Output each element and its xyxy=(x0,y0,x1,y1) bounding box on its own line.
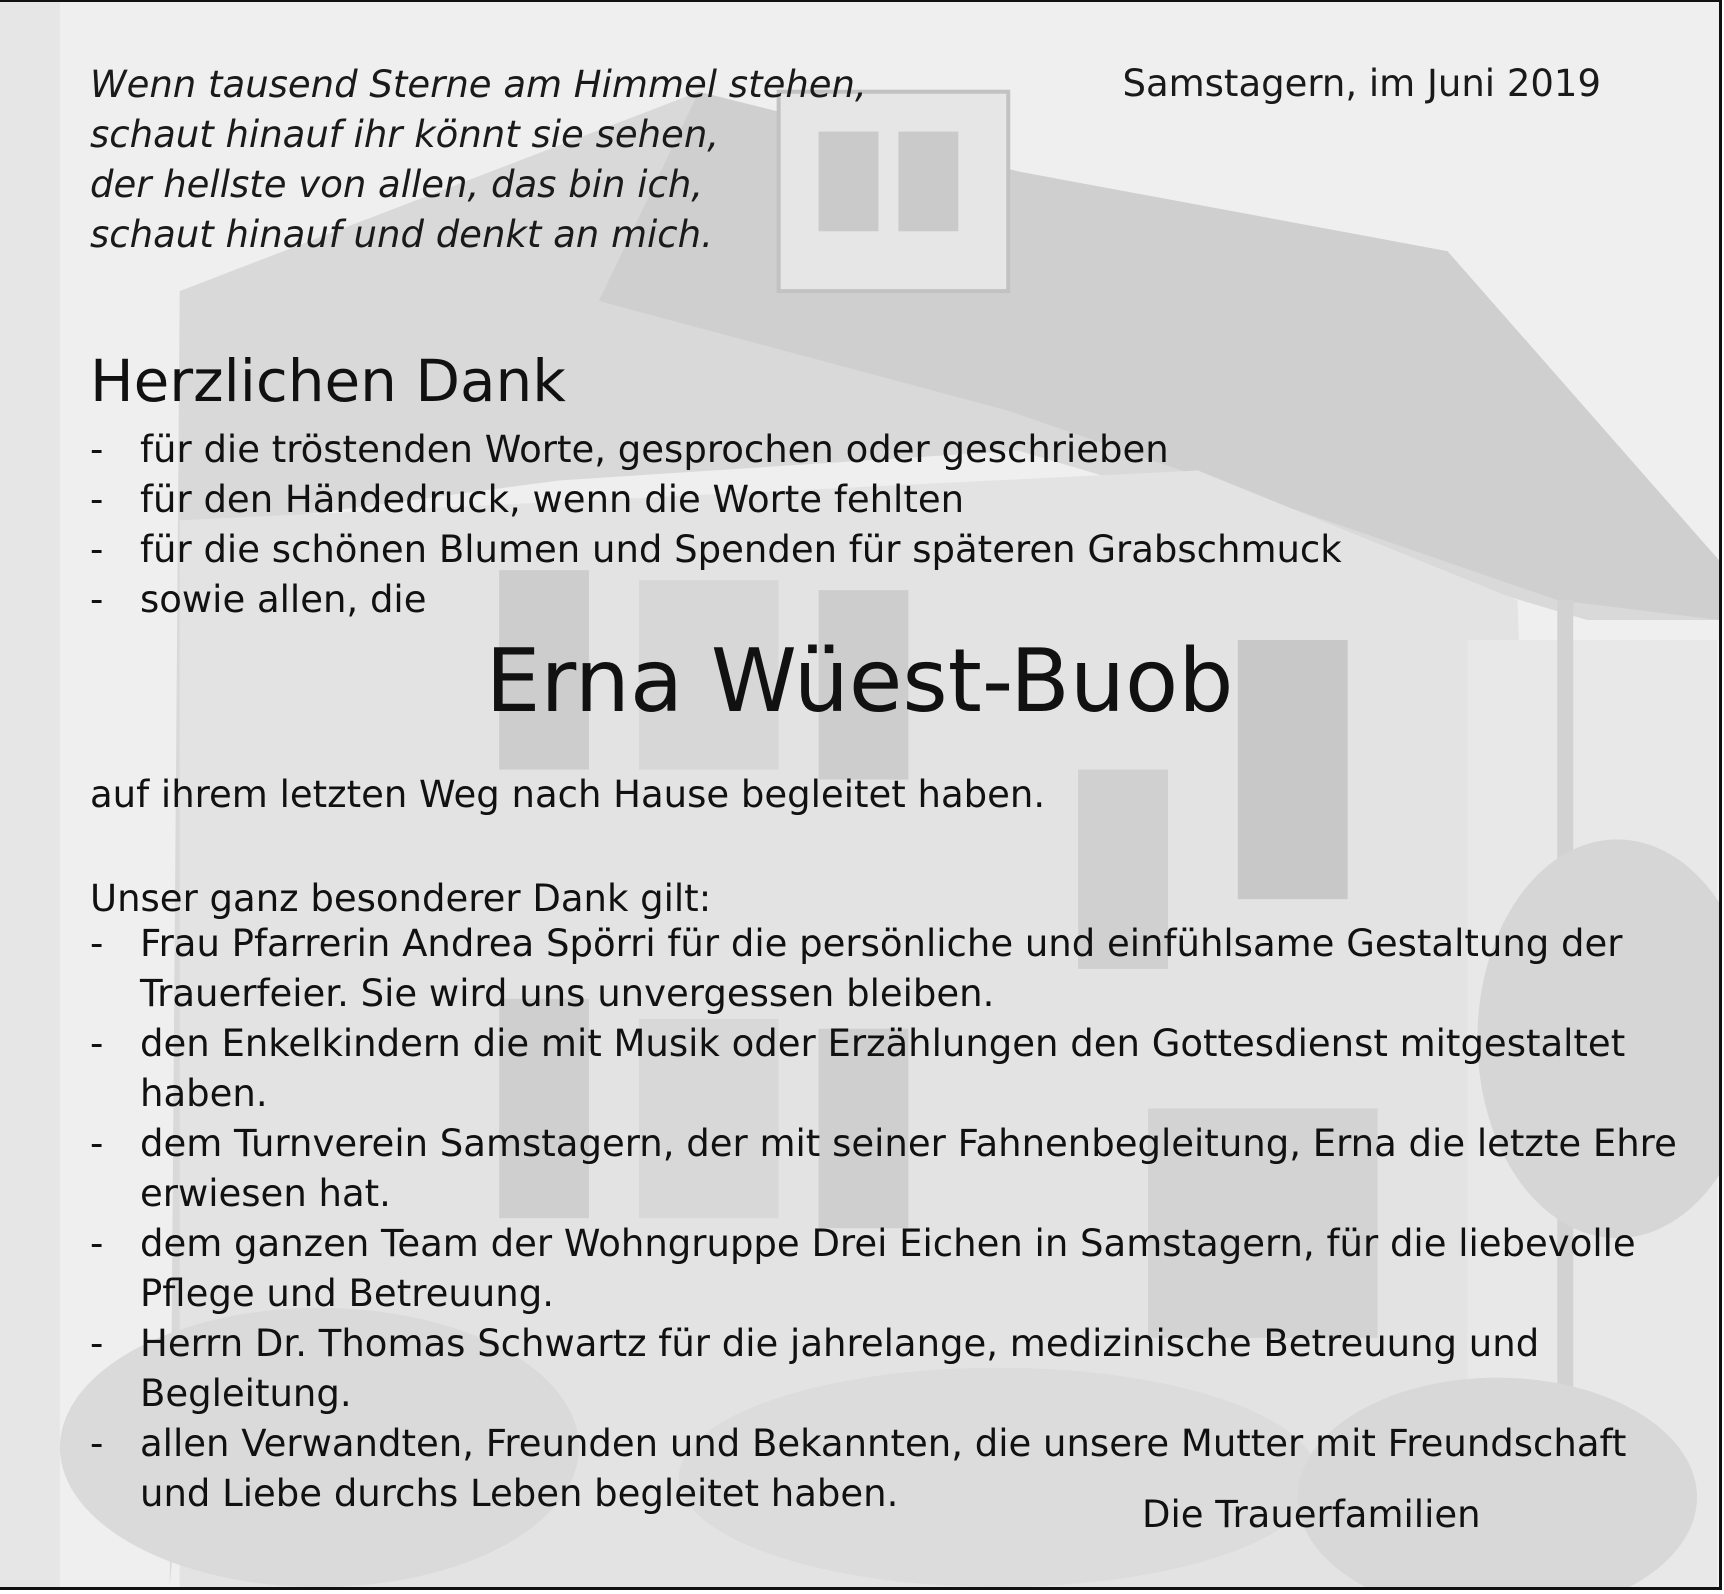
list-item-text: für die schönen Blumen und Spenden für späteren Grabschmuck xyxy=(140,528,1342,571)
list-item xyxy=(90,575,1342,625)
heading: Herzlichen Dank xyxy=(90,347,566,415)
list-item-text: allen Verwandten, Freunden und Bekannten, die unsere Mutter mit Freundschaft und Liebe durchs Leben begleitet haben. xyxy=(140,1422,1627,1515)
dash: - xyxy=(90,1022,104,1065)
list-item xyxy=(90,1019,1690,1119)
dash: - xyxy=(90,428,104,471)
list-item xyxy=(90,1119,1690,1219)
dash: - xyxy=(90,478,104,521)
dash: - xyxy=(90,1322,104,1365)
dash: - xyxy=(90,1122,104,1165)
dash: - xyxy=(90,528,104,571)
place-date: Samstagern, im Juni 2019 xyxy=(1122,62,1601,105)
list-item-text: für die tröstenden Worte, gesprochen oder geschrieben xyxy=(140,428,1169,471)
poem xyxy=(90,60,867,260)
deceased-name: Erna Wüest-Buob xyxy=(485,630,1234,732)
list-item-text: Herrn Dr. Thomas Schwartz für die jahrelange, medizinische Betreuung und Begleitung. xyxy=(140,1322,1540,1415)
special-thanks-intro: Unser ganz besonderer Dank gilt: xyxy=(90,877,712,920)
signature: Die Trauerfamilien xyxy=(1142,1493,1481,1536)
thanks-list xyxy=(90,425,1342,625)
list-item xyxy=(90,525,1342,575)
poem-line: der hellste von allen, das bin ich, xyxy=(90,163,704,206)
dash: - xyxy=(90,1422,104,1465)
list-item-text: den Enkelkindern die mit Musik oder Erzählungen den Gottesdienst mitgestaltet haben. xyxy=(140,1022,1626,1115)
list-item-text: dem Turnverein Samstagern, der mit seiner Fahnenbegleitung, Erna die letzte Ehre erwiesen hat. xyxy=(140,1122,1677,1215)
list-item-text: dem ganzen Team der Wohngruppe Drei Eichen in Samstagern, für die liebevolle Pflege und Betreuung. xyxy=(140,1222,1636,1315)
list-item xyxy=(90,475,1342,525)
dash: - xyxy=(90,1222,104,1265)
special-thanks-list xyxy=(90,919,1690,1519)
list-item xyxy=(90,1319,1690,1419)
poem-line: schaut hinauf ihr könnt sie sehen, xyxy=(90,113,720,156)
after-name-text: auf ihrem letzten Weg nach Hause begleitet haben. xyxy=(90,773,1046,816)
list-item-text: für den Händedruck, wenn die Worte fehlten xyxy=(140,478,965,521)
list-item-text: Frau Pfarrerin Andrea Spörri für die persönliche und einfühlsame Gestaltung der Trauerfeier. Sie wird uns unvergessen bleiben. xyxy=(140,922,1623,1015)
list-item-text: sowie allen, die xyxy=(140,578,427,621)
list-item xyxy=(90,1219,1690,1319)
dash: - xyxy=(90,922,104,965)
dash: - xyxy=(90,578,104,621)
list-item xyxy=(90,919,1690,1019)
list-item xyxy=(90,425,1342,475)
poem-line: Wenn tausend Sterne am Himmel stehen, xyxy=(90,63,867,106)
poem-line: schaut hinauf und denkt an mich. xyxy=(90,213,713,256)
